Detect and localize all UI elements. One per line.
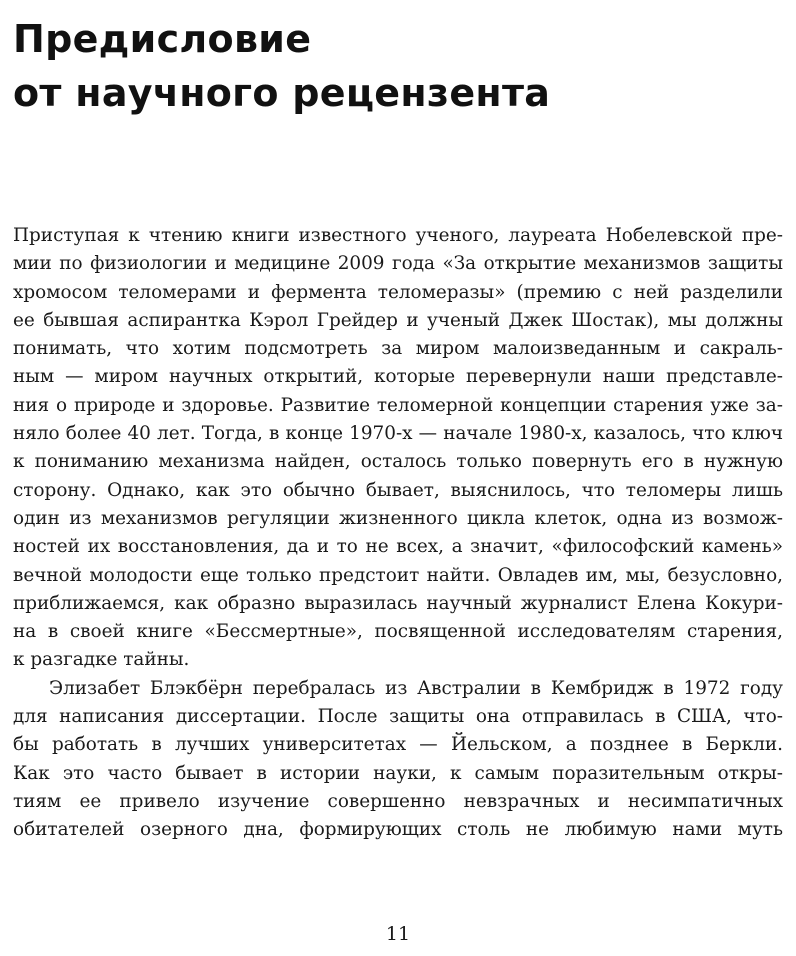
text-line: бы работать в лучших университетах — Йельском, а позднее в Беркли. bbox=[13, 734, 783, 756]
text-line: на в своей книге «Бессмертные», посвященной исследователям старения, bbox=[13, 621, 783, 643]
title-line: Предисловие bbox=[13, 17, 312, 61]
text-line: ным — миром научных открытий, которые перевернули наши представле- bbox=[13, 366, 783, 388]
page-title bbox=[13, 12, 783, 120]
page-number: 11 bbox=[385, 923, 411, 945]
text-line: один из механизмов регуляции жизненного цикла клеток, одна из возмож- bbox=[13, 507, 783, 529]
body-text bbox=[13, 222, 783, 845]
paragraph-2 bbox=[13, 675, 783, 845]
text-line: ностей их восстановления, да и то не всех, а значит, «философский камень» bbox=[13, 536, 783, 558]
text-line: ее бывшая аспирантка Кэрол Грейдер и ученый Джек Шостак), мы должны bbox=[13, 309, 783, 331]
text-line: няло более 40 лет. Тогда, в конце 1970-х — начале 1980-х, казалось, что ключ bbox=[13, 423, 783, 445]
paragraph-1 bbox=[13, 222, 783, 675]
text-line: мии по физиологии и медицине 2009 года «За открытие механизмов защиты bbox=[13, 253, 783, 275]
text-line: приближаемся, как образно выразилась научный журналист Елена Кокури- bbox=[13, 592, 783, 614]
text-line: сторону. Однако, как это обычно бывает, выяснилось, что теломеры лишь bbox=[13, 479, 783, 501]
text-line: Элизабет Блэкбёрн перебралась из Австралии в Кембридж в 1972 году bbox=[49, 677, 783, 699]
text-line: для написания диссертации. После защиты она отправилась в США, что- bbox=[13, 706, 783, 728]
text-line: ния о природе и здоровье. Развитие теломерной концепции старения уже за- bbox=[13, 394, 783, 416]
text-line: тиям ее привело изучение совершенно невзрачных и несимпатичных bbox=[13, 790, 783, 812]
text-line: к разгадке тайны. bbox=[13, 649, 190, 671]
text-line: обитателей озерного дна, формирующих столь не любимую нами муть bbox=[13, 819, 783, 841]
text-line: вечной молодости еще только предстоит найти. Овладев им, мы, безусловно, bbox=[13, 564, 783, 586]
title-line: от научного рецензента bbox=[13, 71, 551, 115]
text-line: Приступая к чтению книги известного ученого, лауреата Нобелевской пре- bbox=[13, 225, 783, 246]
text-line: к пониманию механизма найден, осталось только повернуть его в нужную bbox=[13, 451, 783, 473]
text-line: хромосом теломерами и фермента теломеразы» (премию с ней разделили bbox=[13, 281, 783, 303]
text-line: понимать, что хотим подсмотреть за миром малоизведанным и сакраль- bbox=[13, 338, 783, 360]
text-line: Как это часто бывает в истории науки, к самым поразительным откры- bbox=[13, 762, 783, 784]
